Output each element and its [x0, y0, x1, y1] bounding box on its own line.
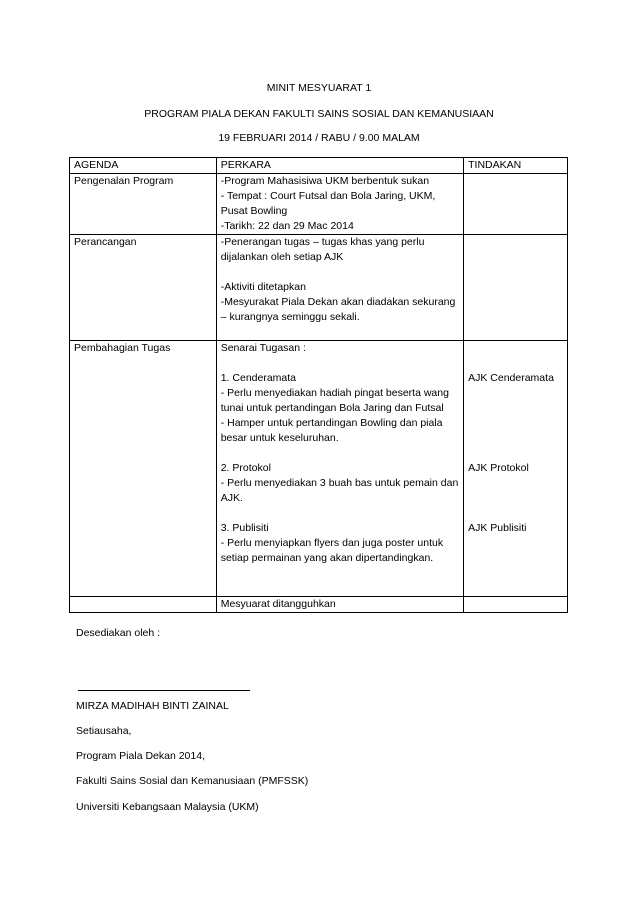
signatory-university: Universiti Kebangsaan Malaysia (UKM): [76, 801, 259, 813]
header-perkara: PERKARA: [216, 158, 463, 174]
tindakan-cell: [464, 597, 568, 613]
perkara-line: -Aktiviti ditetapkan: [220, 281, 306, 293]
table-row: [70, 235, 568, 341]
agenda-cell: Pengenalan Program: [70, 174, 217, 235]
task-line: - Hamper untuk pertandingan Bowling dan piala besar untuk keseluruhan.: [220, 417, 443, 444]
signatory-faculty: Fakulti Sains Sosial dan Kemanusiaan (PMFSSK): [76, 775, 309, 787]
agenda-cell: Pembahagian Tugas: [70, 341, 217, 597]
task-line: - Perlu menyiapkan flyers dan juga poster untuk setiap permainan yang akan dipertandingkan.: [220, 537, 444, 564]
agenda-cell: [70, 597, 217, 613]
perkara-cell: Mesyuarat ditangguhkan: [216, 597, 463, 613]
task-heading: 2. Protokol: [220, 462, 271, 474]
perkara-line: - Tempat : Court Futsal dan Bola Jaring, UKM, Pusat Bowling: [220, 190, 436, 217]
perkara-line: -Program Mahasisiwa UKM berbentuk sukan: [220, 175, 430, 187]
perkara-cell: [216, 235, 463, 341]
task-line: - Perlu menyediakan hadiah pingat beserta wang tunai untuk pertandingan Bola Jaring dan Futsal: [220, 387, 449, 414]
task-heading: 3. Publisiti: [220, 522, 269, 534]
agenda-cell: Perancangan: [70, 235, 217, 341]
signature-line: [78, 690, 250, 691]
program-title: PROGRAM PIALA DEKAN FAKULTI SAINS SOSIAL DAN KEMANUSIAAN: [144, 108, 494, 120]
header-agenda: AGENDA: [70, 158, 217, 174]
perkara-line: -Tarikh: 22 dan 29 Mac 2014: [220, 220, 354, 232]
meeting-date: 19 FEBRUARI 2014 / RABU / 9.00 MALAM: [218, 132, 420, 144]
table-row: [70, 341, 568, 597]
tasks-intro: Senarai Tugasan :: [220, 342, 306, 354]
perkara-cell: [216, 341, 463, 597]
signatory-program: Program Piala Dekan 2014,: [76, 750, 205, 762]
tindakan-cell: [464, 235, 568, 341]
perkara-line: -Penerangan tugas – tugas khas yang perlu dijalankan oleh setiap AJK: [220, 236, 425, 263]
perkara-cell: [216, 174, 463, 235]
signatory-name: MIRZA MADIHAH BINTI ZAINAL: [76, 700, 229, 712]
header-tindakan: TINDAKAN: [464, 158, 568, 174]
task-line: - Perlu menyediakan 3 buah bas untuk pemain dan AJK.: [220, 477, 459, 504]
table-row: [70, 174, 568, 235]
tindakan-cell: [464, 341, 568, 597]
tindakan-entry: AJK Cenderamata: [468, 372, 554, 384]
table-row: [70, 597, 568, 613]
prepared-by-label: Desediakan oleh :: [76, 627, 161, 639]
tindakan-entry: AJK Publisiti: [468, 522, 527, 534]
tindakan-entry: AJK Protokol: [468, 462, 529, 474]
perkara-line: -Mesyurakat Piala Dekan akan diadakan sekurang – kurangnya seminggu sekali.: [220, 296, 456, 323]
document-title: MINIT MESYUARAT 1: [266, 82, 372, 94]
minutes-table: [69, 157, 568, 613]
tindakan-cell: [464, 174, 568, 235]
signatory-role: Setiausaha,: [76, 725, 132, 737]
table-header-row: [70, 158, 568, 174]
task-heading: 1. Cenderamata: [220, 372, 297, 384]
